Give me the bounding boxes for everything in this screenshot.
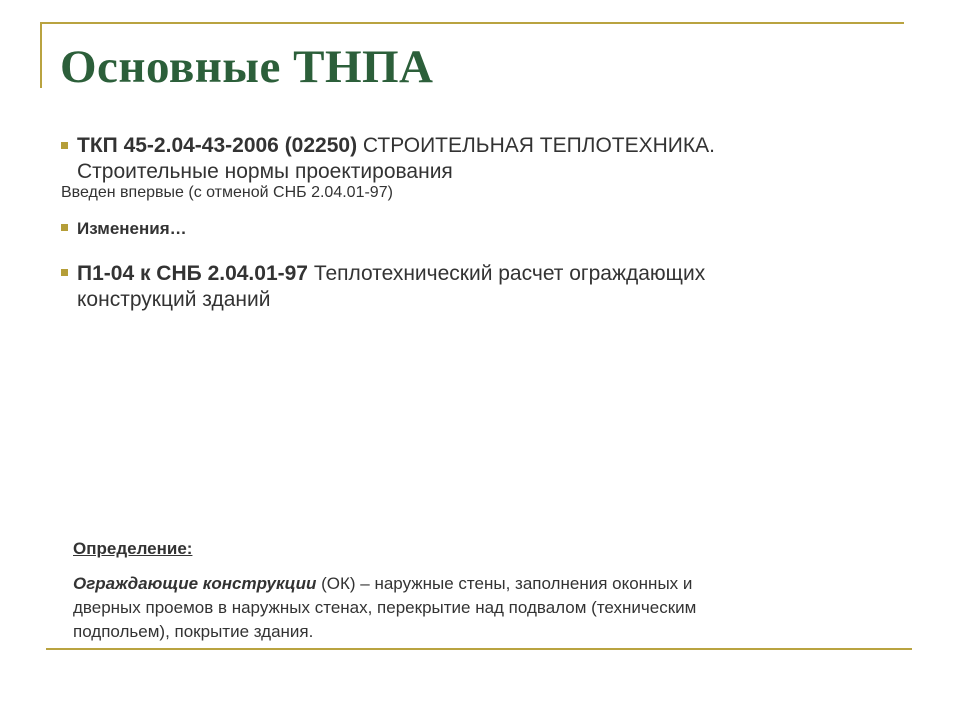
document-title: Теплотехнический расчет ограждающих <box>307 262 706 285</box>
document-subtitle: Строительные нормы проектирования <box>77 160 453 183</box>
document-title: СТРОИТЕЛЬНАЯ ТЕПЛОТЕХНИКА. <box>357 134 715 157</box>
definition-body <box>73 572 873 644</box>
top-rule <box>40 22 904 24</box>
document-code: ТКП 45-2.04-43-2006 (02250) <box>77 134 358 157</box>
bottom-rule <box>46 648 912 650</box>
bullet-square-icon <box>61 269 68 276</box>
definition-line <box>73 572 873 596</box>
definition-line: подпольем), покрытие здания. <box>73 622 314 641</box>
intro-note: Введен впервые (с отменой СНБ 2.04.01-97) <box>61 184 393 201</box>
definition-line: дверных проемов в наружных стенах, перекрытие над подвалом (техническим <box>73 598 697 617</box>
bullet-square-icon <box>61 224 68 231</box>
list-item-p1 <box>77 261 705 313</box>
definition-text: (ОК) – наружные стены, заполнения оконных и <box>316 574 693 593</box>
bullet-square-icon <box>61 142 68 149</box>
list-item-line <box>77 261 705 287</box>
page-title: Основные ТНПА <box>60 41 434 93</box>
definition-term: Ограждающие конструкции <box>73 574 317 593</box>
list-item-line <box>77 133 715 159</box>
list-item-tkp <box>77 133 715 185</box>
document-code: П1-04 к СНБ 2.04.01-97 <box>77 262 308 285</box>
document-subtitle: конструкций зданий <box>77 288 271 311</box>
definition-heading: Определение: <box>73 539 193 558</box>
list-item-changes: Изменения… <box>77 219 187 238</box>
left-rule <box>40 22 42 88</box>
